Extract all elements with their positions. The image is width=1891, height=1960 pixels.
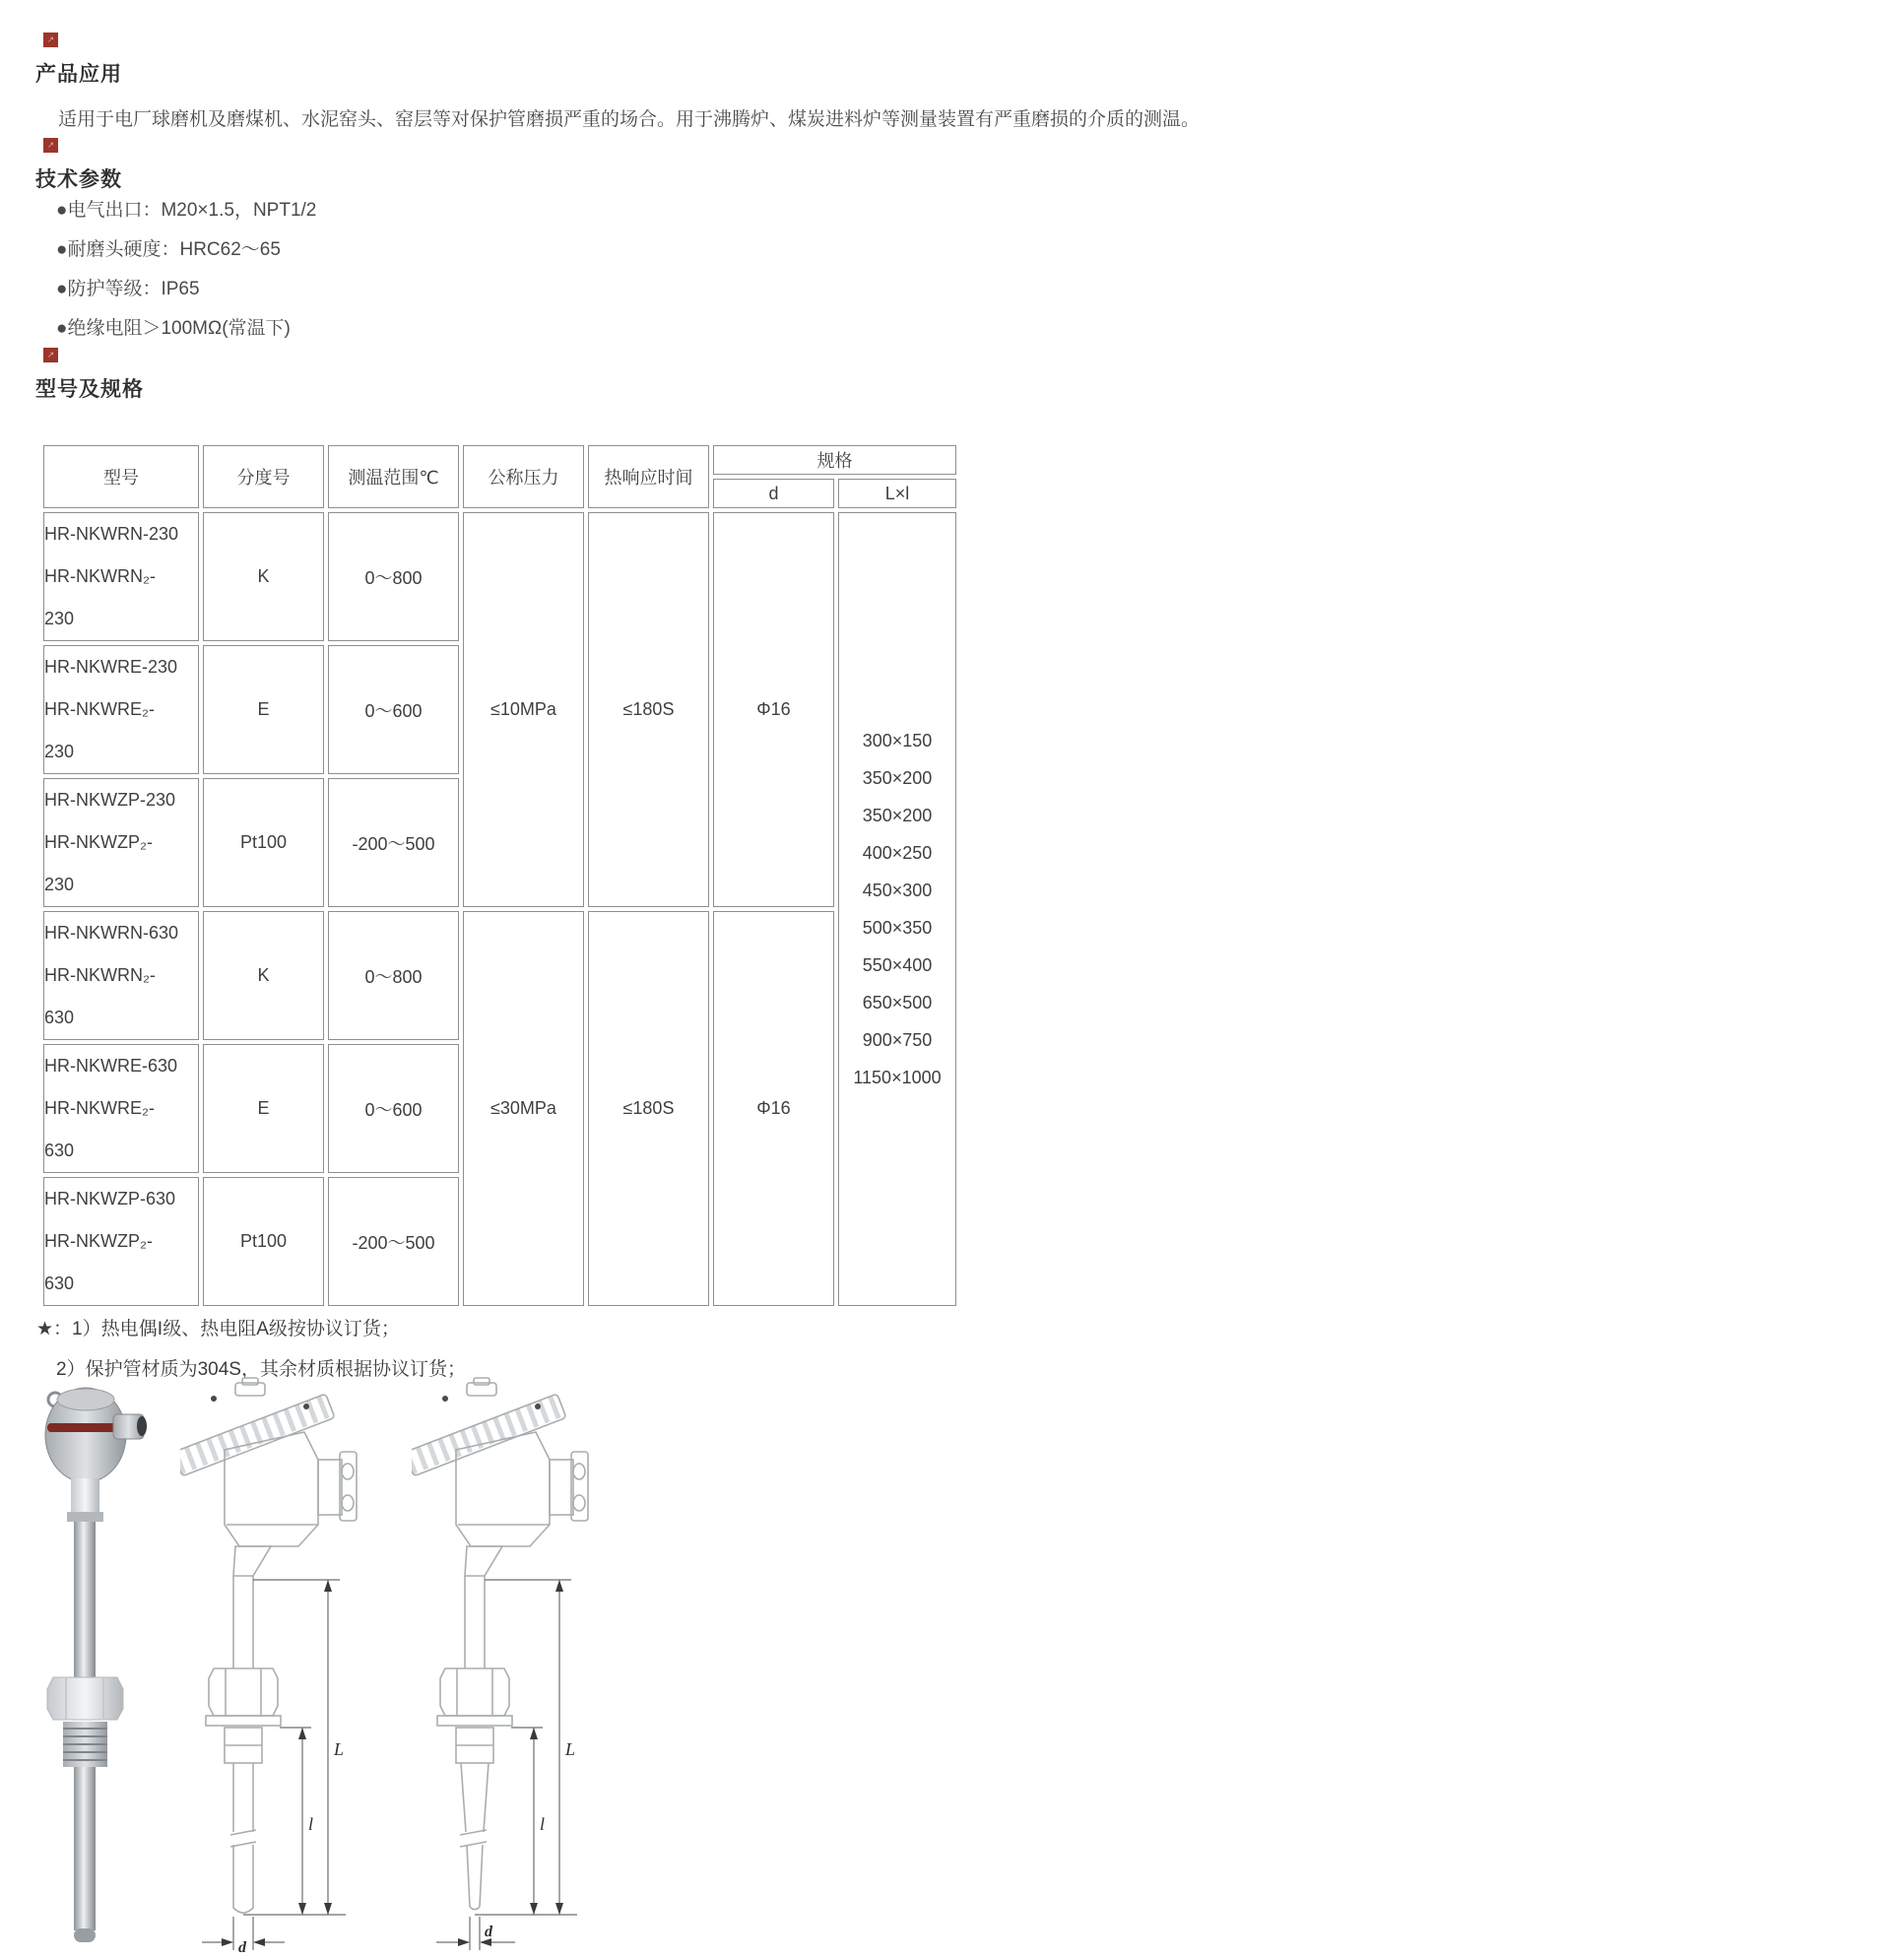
col-header-graduation: 分度号 xyxy=(203,445,324,508)
graduation-cell: E xyxy=(203,645,324,774)
application-heading: 产品应用 xyxy=(35,63,122,86)
range-cell: 0～600 xyxy=(328,1044,459,1173)
marker-glyph: ↗ xyxy=(46,34,55,44)
col-header-d: d xyxy=(713,479,834,508)
table-row xyxy=(43,911,956,1040)
range-cell: 0～600 xyxy=(328,645,459,774)
spec-table xyxy=(39,441,960,1310)
dim-label-d: d xyxy=(238,1939,246,1956)
section-marker-icon xyxy=(43,138,58,153)
range-cell: -200～500 xyxy=(328,778,459,907)
section-marker-icon xyxy=(43,348,58,362)
models-heading: 型号及规格 xyxy=(35,378,144,401)
application-body-text: 适用于电厂球磨机及磨煤机、水泥窑头、窑层等对保护管磨损严重的场合。用于沸腾炉、煤炭进料炉等测量装置有严重磨损的介质的测温。 xyxy=(58,109,1201,130)
response-cell: ≤180S xyxy=(588,911,709,1306)
tech-param-item: ●耐磨头硬度：HRC62～65 xyxy=(56,239,281,260)
pressure-cell: ≤10MPa xyxy=(463,512,584,907)
dim-label-l: l xyxy=(540,1814,546,1834)
graduation-cell: K xyxy=(203,512,324,641)
range-cell: -200～500 xyxy=(328,1177,459,1306)
response-cell: ≤180S xyxy=(588,512,709,907)
col-header-range: 测温范围℃ xyxy=(328,445,459,508)
dim-label-L: L xyxy=(565,1739,576,1759)
range-cell: 0～800 xyxy=(328,911,459,1040)
model-cell: HR-NKWZP-230 HR-NKWZP₂- 230 xyxy=(43,778,199,907)
graduation-cell: Pt100 xyxy=(203,1177,324,1306)
graduation-cell: E xyxy=(203,1044,324,1173)
dimension-drawing-tapered xyxy=(412,1377,604,1960)
section-marker-icon xyxy=(43,33,58,47)
col-header-pressure: 公称压力 xyxy=(463,445,584,508)
diameter-cell: Φ16 xyxy=(713,512,834,907)
tech-params-heading: 技术参数 xyxy=(35,168,122,191)
thermocouple-photo xyxy=(42,1384,149,1947)
tech-params-list xyxy=(56,200,316,358)
graduation-cell: K xyxy=(203,911,324,1040)
model-cell: HR-NKWRE-630 HR-NKWRE₂- 630 xyxy=(43,1044,199,1173)
col-header-response: 热响应时间 xyxy=(588,445,709,508)
dim-label-L: L xyxy=(334,1739,345,1759)
graduation-cell: Pt100 xyxy=(203,778,324,907)
tech-param-item: ●电气出口：M20×1.5，NPT1/2 xyxy=(56,200,317,221)
col-header-lxl: L×l xyxy=(838,479,956,508)
dim-label-l: l xyxy=(308,1814,314,1834)
col-header-model: 型号 xyxy=(43,445,199,508)
col-header-spec: 规格 xyxy=(713,445,956,475)
model-cell: HR-NKWRN-230 HR-NKWRN₂- 230 xyxy=(43,512,199,641)
model-cell: HR-NKWZP-630 HR-NKWZP₂- 630 xyxy=(43,1177,199,1306)
order-note-2: 2）保护管材质为304S，其余材质根据协议订货； xyxy=(56,1359,466,1380)
table-row xyxy=(43,512,956,641)
dimension-drawing-straight xyxy=(180,1377,372,1960)
model-cell: HR-NKWRE-230 HR-NKWRE₂- 230 xyxy=(43,645,199,774)
range-cell: 0～800 xyxy=(328,512,459,641)
dim-label-d: d xyxy=(485,1924,492,1940)
marker-glyph: ↗ xyxy=(46,350,55,359)
sizes-cell: 300×150 350×200 350×200 400×250 450×300 500×350 550×400 650×500 900×750 1150×1000 xyxy=(838,512,956,1306)
diameter-cell: Φ16 xyxy=(713,911,834,1306)
model-cell: HR-NKWRN-630 HR-NKWRN₂- 630 xyxy=(43,911,199,1040)
pressure-cell: ≤30MPa xyxy=(463,911,584,1306)
order-note-1: ★：1）热电偶Ⅰ级、热电阻A级按协议订货； xyxy=(36,1319,400,1339)
tech-param-item: ●绝缘电阻＞100MΩ(常温下) xyxy=(56,318,291,339)
marker-glyph: ↗ xyxy=(46,140,55,150)
tech-param-item: ●防护等级：IP65 xyxy=(56,279,200,299)
